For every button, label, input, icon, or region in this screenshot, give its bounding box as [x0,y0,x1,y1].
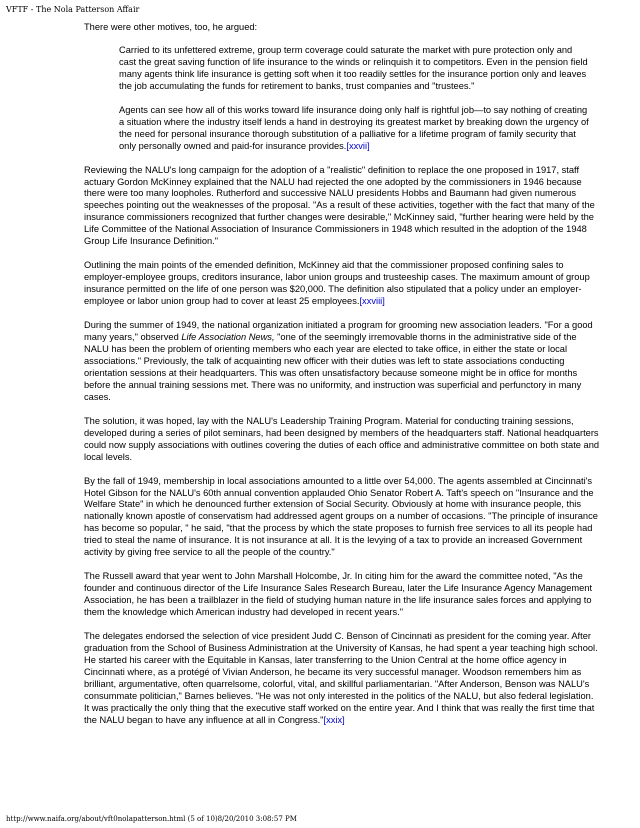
body-paragraph [84,260,600,308]
paragraph-text: "one of the seemingly irremovable thorns in the administrative side of the NALU has been the problem of orienting members who each year are elected to take office, in either the state or local associations." Previously, the talk of acquainting new officer with their duties was left to state associations conducting orientation sessions at their headquarters. This was often unsatisfactory because someone might be in office for months before the annual training sessions met. There was no uniformity, and instruction was superficial and perfunctory in many cases. [84,332,582,402]
article-body [84,22,600,739]
publication-title: Life Association News, [181,332,275,343]
body-paragraph [84,631,600,727]
block-quote [84,105,600,153]
body-paragraph [84,416,600,464]
page-footer-url: http://www.naifa.org/about/vft0nolapatterson.html (5 of 10)8/20/2010 3:08:57 PM [6,815,297,823]
body-paragraph [84,320,600,404]
block-quote [84,45,600,93]
quote-text: Agents can see how all of this works toward life insurance doing only half is rightful job—to say nothing of creating a situation where the industry itself lends a hand in destroying its greatest market by breaking down the urgency of the need for personal insurance thorough substitution of a palliative for a lifetime program of family security that only personally owned and paid-for insurance provides. [119,104,589,151]
footnote-link[interactable]: [xxix] [323,714,345,725]
intro-paragraph: There were other motives, too, he argued: [84,22,258,32]
paragraph-text: During the summer of 1949, the national organization initiated a program for grooming new association leaders. "For a good many years," observed [84,320,593,343]
paragraph-text: The delegates endorsed the selection of vice president Judd C. Benson of Cincinnati as president for the coming year. After graduation from the School of Business Administration at the University of Kansas, he had spent a year teaching high school. He started his career with the Equitable in Kansas, later transferring to the Union Central at the home office agency in Cincinnati where, as a protégé of Vivian Anderson, he became its very successful manager. Woodson remembers him as brilliant, argumentative, often quarrelsome, colorful, vital, and skillful parliamentarian. "After Anderson, Benson was NALU's consummate politician," Barnes believes. "He was not only interested in the politics of the NALU, but also federal legislation. It was practically the only thing that the executive staff worked on the entire year. And I think that was really the first time that the NALU began to have any influence at all in Congress." [84,631,598,725]
footnote-link[interactable]: [xxvii] [346,140,370,151]
footnote-link[interactable]: [xxviii] [359,296,385,307]
paragraph-text: By the fall of 1949, membership in local associations amounted to a little over 54,000. The agents assembled at Cincinnati's Hotel Gibson for the NALU's 60th annual convention applauded Ohio Senator Robert A. Taft's speech on "Insurance and the Welfare State" in which he denounced further extension of Social Security. Obviously at home with insurance people, this nationally known apostle of conservatism had addressed agent groups on a number of occasions. "The principle of insurance has become so popular, " he said, "that the process by which the state proposes to furnish free services to all its people had tried to steal the name of insurance. It is not insurance at all. It is the levying of a tax to provide an increased Government activity by giving free service to all the people of the country." [84,475,598,558]
paragraph-text: The solution, it was hoped, lay with the NALU's Leadership Training Program. Material for conducting training sessions, developed during a series of pilot seminars, had been designed by members of the headquarters staff. National headquarters could now supply associations with outlines covering the duties of each office and administrative committee on both state and local levels. [84,415,600,462]
body-paragraph [84,571,600,619]
page-header-title: VFTF - The Nola Patterson Affair [6,5,140,14]
paragraph-text: The Russell award that year went to John Marshall Holcombe, Jr. In citing him for the award the committee noted, "As the founder and continuous director of the Life Insurance Sales Research Bureau, later the Life Insurance Agency Management Association, he has been a trailblazer in the field of studying human nature in the life insurance sales forces and applying to them the knowledge which American industry had developed in recent years." [84,571,593,618]
paragraph-text: Reviewing the NALU's long campaign for the adoption of a "realistic" definition to replace the one proposed in 1917, staff actuary Gordon McKinney explained that the NALU had rejected the one adopted by the commissioners in 1946 because there were too many loopholes. Rutherford and successive NALU presidents Hobbs and Baumann had given numerous speeches pointing out the weaknesses of the proposal. "As a result of these activities, together with the fact that many of the insurance commissioners recognized that further changes were desirable," McKinney said, "further hearing were held by the Life Committee of the National Association of Insurance Commissioners in 1948 which resulted in the adoption of the 1948 Group Life Insurance Definition." [84,164,595,247]
quote-text: Carried to its unfettered extreme, group term coverage could saturate the market with pure protection only and cast the great saving function of life insurance to the winds or relinquish it to competitors. Even in the pension field many agents think life insurance is getting soft when it too readily settles for the insurance portion only and leaves the job accumulating the funds for retirement to banks, trust companies and "trustees." [119,44,588,91]
paragraph-text: Outlining the main points of the emended definition, McKinney aid that the commissioner proposed confining sales to employer-employee groups, creditors insurance, labor union groups and trusteeship cases. The maximum amount of group insurance permitted on the life of one person was $20,000. The definition also stipulated that a policy under an employer-employee or labor union group had to cover at least 25 employees. [84,260,590,307]
body-paragraph [84,165,600,249]
body-paragraph [84,476,600,560]
